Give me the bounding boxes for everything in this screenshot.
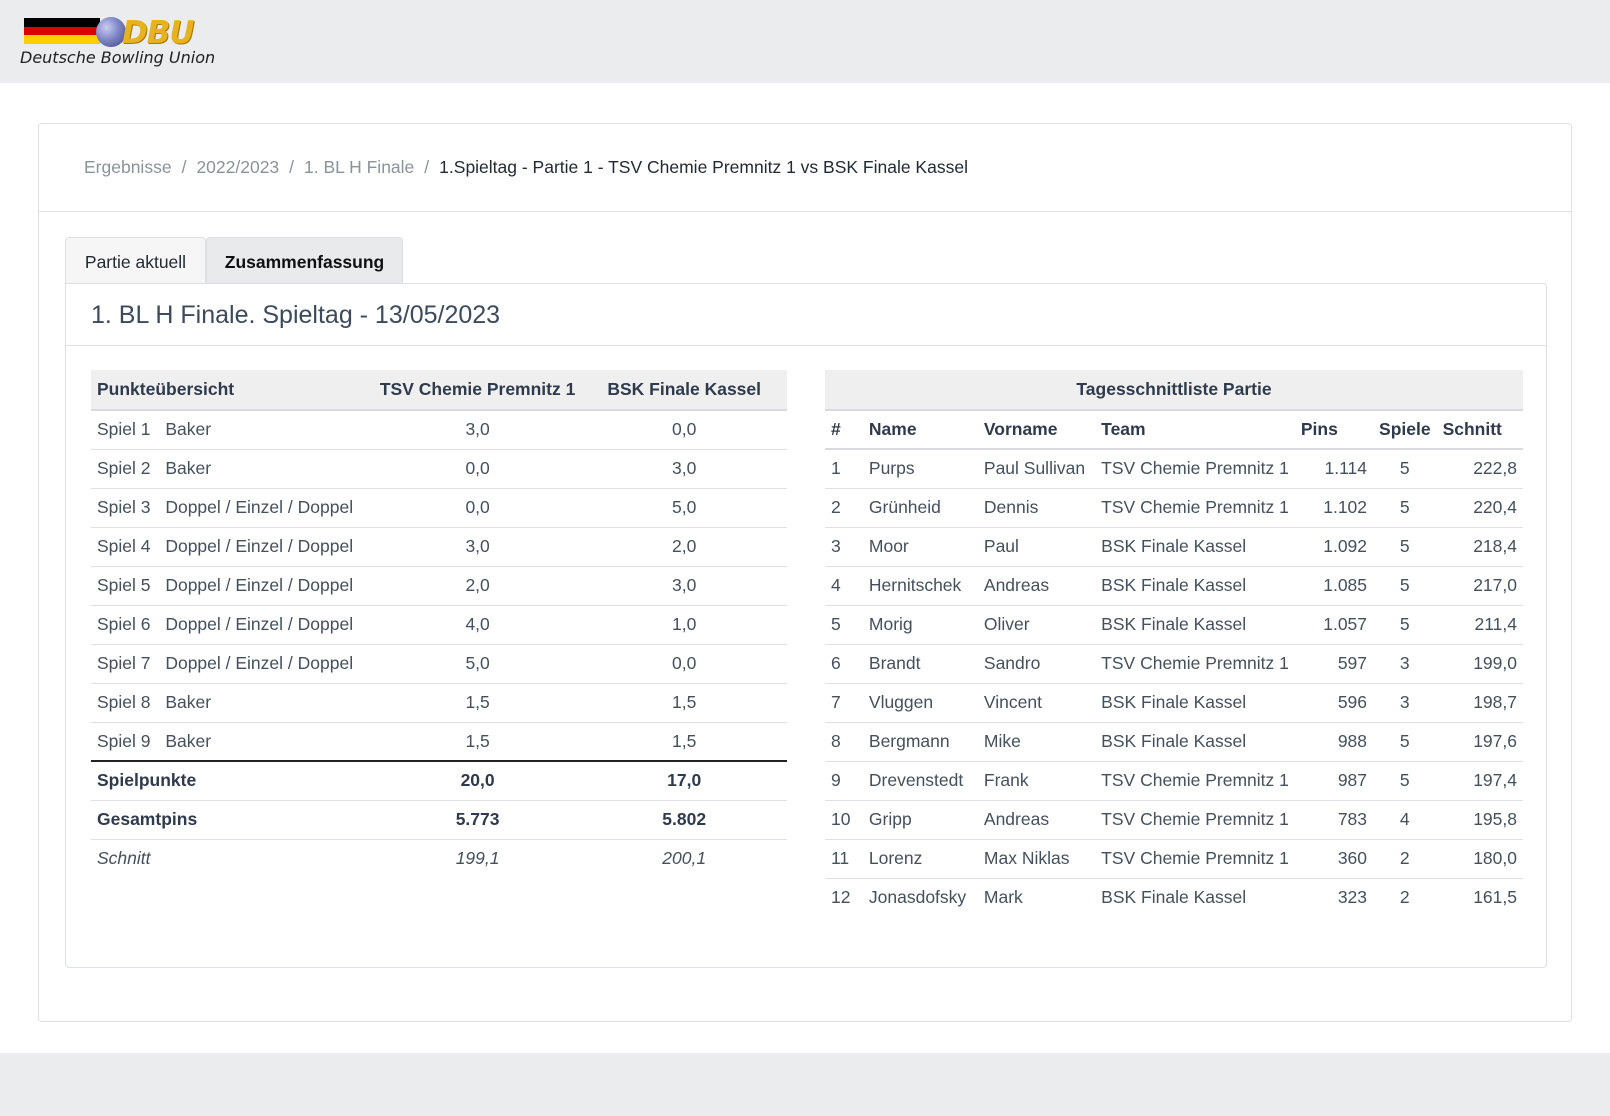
points-row: [91, 566, 787, 605]
ranking-row: [825, 761, 1523, 800]
average-label: Schnitt: [97, 848, 151, 869]
home-points: 4,0: [374, 605, 581, 644]
game-mode: Baker: [159, 683, 374, 722]
game-mode: Baker: [159, 449, 374, 488]
away-points: 1,5: [581, 722, 787, 761]
home-points: 1,5: [374, 683, 581, 722]
ranking-row: [825, 488, 1523, 527]
ranking-cell-games: 2: [1373, 839, 1437, 878]
away-points: 1,5: [581, 683, 787, 722]
ranking-cell-games: 3: [1373, 683, 1437, 722]
ranking-cell-last-name: Drevenstedt: [863, 761, 978, 800]
game-label: Spiel 6: [91, 605, 159, 644]
breadcrumb-item-league[interactable]: 1. BL H Finale: [304, 157, 415, 177]
ranking-header-name: Name: [863, 410, 978, 449]
points-row: [91, 683, 787, 722]
ranking-cell-team: BSK Finale Kassel: [1095, 566, 1295, 605]
home-points: 0,0: [374, 488, 581, 527]
ranking-cell-games: 5: [1373, 566, 1437, 605]
average-row: [91, 839, 787, 878]
ranking-cell-pins: 597: [1295, 644, 1373, 683]
totals-row: [91, 761, 787, 800]
home-points: 3,0: [374, 410, 581, 449]
ranking-cell-average: 195,8: [1437, 800, 1523, 839]
points-row: [91, 488, 787, 527]
ranking-row: [825, 839, 1523, 878]
totals-label: Spielpunkte: [91, 761, 374, 800]
breadcrumb-separator: /: [181, 157, 187, 177]
ranking-cell-rank: 6: [825, 644, 863, 683]
game-mode: Doppel / Einzel / Doppel: [159, 566, 374, 605]
points-row: [91, 449, 787, 488]
ranking-cell-pins: 1.114: [1295, 449, 1373, 488]
ranking-cell-pins: 323: [1337, 887, 1368, 908]
tab-zusammenfassung[interactable]: Zusammenfassung: [206, 237, 403, 283]
points-header-title: Punkteübersicht: [91, 370, 374, 410]
ranking-cell-last-name: Jonasdofsky: [868, 887, 967, 908]
ranking-cell-first-name: Mark: [983, 887, 1023, 908]
ranking-cell-rank: 1: [825, 449, 863, 488]
ranking-cell-team: TSV Chemie Premnitz 1: [1095, 761, 1295, 800]
ranking-row: [825, 449, 1523, 488]
points-row: [91, 527, 787, 566]
results-card: [38, 123, 1572, 1022]
away-points: 1,0: [581, 605, 787, 644]
ranking-cell-average: 222,8: [1437, 449, 1523, 488]
ranking-cell-games: 5: [1373, 761, 1437, 800]
ranking-cell-team: BSK Finale Kassel: [1095, 605, 1295, 644]
ranking-cell-last-name: Purps: [863, 449, 978, 488]
ranking-cell-rank: 11: [825, 839, 863, 878]
game-label: Spiel 1: [91, 410, 159, 449]
ranking-cell-team: TSV Chemie Premnitz 1: [1095, 839, 1295, 878]
tab-partie-aktuell[interactable]: Partie aktuell: [65, 237, 206, 283]
game-label: Spiel 2: [91, 449, 159, 488]
ranking-cell-pins: 1.092: [1295, 527, 1373, 566]
game-mode: Doppel / Einzel / Doppel: [159, 527, 374, 566]
header-bar: [0, 0, 1610, 83]
ranking-cell-rank: 2: [825, 488, 863, 527]
ranking-cell-last-name: Bergmann: [863, 722, 978, 761]
ranking-cell-games: 5: [1373, 605, 1437, 644]
ranking-cell-last-name: Grünheid: [863, 488, 978, 527]
ranking-cell-rank: 3: [825, 527, 863, 566]
ranking-cell-average: 199,0: [1437, 644, 1523, 683]
summary-panel: [65, 283, 1547, 968]
home-points: 3,0: [374, 527, 581, 566]
ranking-header-average: Schnitt: [1437, 410, 1523, 449]
totals-label: Gesamtpins: [91, 800, 374, 839]
away-points: 0,0: [581, 644, 787, 683]
ranking-cell-pins: 1.102: [1295, 488, 1373, 527]
ranking-header-rank: #: [825, 410, 863, 449]
ranking-cell-first-name: Andreas: [978, 566, 1095, 605]
ranking-cell-first-name: Paul Sullivan: [978, 449, 1095, 488]
footer-bar: [0, 1053, 1610, 1116]
ranking-cell-first-name: Sandro: [978, 644, 1095, 683]
breadcrumb-item-current: 1.Spieltag - Partie 1 - TSV Chemie Premnitz 1 vs BSK Finale Kassel: [439, 157, 968, 177]
ranking-cell-pins: 360: [1295, 839, 1373, 878]
ranking-cell-average: 218,4: [1437, 527, 1523, 566]
home-points: 2,0: [374, 566, 581, 605]
average-home: 199,1: [455, 848, 500, 869]
game-label: Spiel 4: [91, 527, 159, 566]
ranking-header-pins: Pins: [1295, 410, 1373, 449]
points-row: [91, 722, 787, 761]
game-mode: Baker: [159, 410, 374, 449]
totals-away: 5.802: [581, 800, 787, 839]
ranking-row: [825, 644, 1523, 683]
ranking-cell-games: 5: [1373, 449, 1437, 488]
points-row: [91, 605, 787, 644]
game-mode: Doppel / Einzel / Doppel: [159, 605, 374, 644]
ranking-cell-last-name: Lorenz: [863, 839, 978, 878]
ranking-cell-rank: 10: [825, 800, 863, 839]
breadcrumb-item-season[interactable]: 2022/2023: [196, 157, 280, 177]
breadcrumb-separator: /: [289, 157, 295, 177]
average-away: 200,1: [662, 848, 707, 869]
points-row: [91, 644, 787, 683]
ranking-cell-rank: 5: [825, 605, 863, 644]
ranking-row: [825, 878, 1523, 917]
ranking-cell-team: BSK Finale Kassel: [1095, 683, 1295, 722]
away-points: 3,0: [581, 566, 787, 605]
ranking-title: Tagesschnittliste Partie: [825, 370, 1523, 410]
ranking-cell-first-name: Frank: [978, 761, 1095, 800]
away-points: 5,0: [581, 488, 787, 527]
ranking-cell-first-name: Paul: [978, 527, 1095, 566]
ranking-cell-average: 197,6: [1437, 722, 1523, 761]
ranking-cell-team: TSV Chemie Premnitz 1: [1095, 644, 1295, 683]
game-label: Spiel 9: [91, 722, 159, 761]
ranking-cell-first-name: Oliver: [978, 605, 1095, 644]
away-points: 2,0: [581, 527, 787, 566]
ranking-cell-last-name: Morig: [863, 605, 978, 644]
breadcrumb-item-results[interactable]: Ergebnisse: [84, 157, 172, 177]
ranking-row: [825, 605, 1523, 644]
ranking-cell-games: 5: [1373, 527, 1437, 566]
ranking-cell-rank: 9: [825, 761, 863, 800]
ranking-cell-last-name: Brandt: [863, 644, 978, 683]
game-mode: Baker: [159, 722, 374, 761]
ranking-cell-last-name: Hernitschek: [863, 566, 978, 605]
points-header-home: TSV Chemie Premnitz 1: [374, 370, 581, 410]
ranking-cell-pins: 1.085: [1295, 566, 1373, 605]
ranking-cell-pins: 987: [1295, 761, 1373, 800]
home-points: 0,0: [374, 449, 581, 488]
home-points: 5,0: [374, 644, 581, 683]
ranking-row: [825, 566, 1523, 605]
ranking-cell-team: TSV Chemie Premnitz 1: [1095, 449, 1295, 488]
ranking-cell-games: 2: [1399, 887, 1410, 908]
totals-away: 17,0: [581, 761, 787, 800]
ranking-cell-rank: 4: [825, 566, 863, 605]
game-label: Spiel 7: [91, 644, 159, 683]
ranking-cell-team: TSV Chemie Premnitz 1: [1095, 800, 1295, 839]
game-label: Spiel 8: [91, 683, 159, 722]
game-mode: Doppel / Einzel / Doppel: [159, 644, 374, 683]
ranking-cell-first-name: Andreas: [978, 800, 1095, 839]
ranking-header-games: Spiele: [1373, 410, 1437, 449]
ranking-row: [825, 722, 1523, 761]
points-row: [91, 410, 787, 449]
ranking-cell-pins: 596: [1295, 683, 1373, 722]
totals-home: 20,0: [374, 761, 581, 800]
game-label: Spiel 3: [91, 488, 159, 527]
points-header-away: BSK Finale Kassel: [581, 370, 787, 410]
ranking-row: [825, 683, 1523, 722]
ranking-cell-team: BSK Finale Kassel: [1095, 722, 1295, 761]
ranking-cell-first-name: Mike: [978, 722, 1095, 761]
ranking-cell-team: BSK Finale Kassel: [1101, 887, 1247, 908]
breadcrumb: [39, 124, 1571, 212]
ranking-cell-last-name: Gripp: [863, 800, 978, 839]
ranking-row: [825, 800, 1523, 839]
ranking-cell-average: 198,7: [1437, 683, 1523, 722]
logo-letters: DBU: [122, 15, 194, 51]
german-flag-icon: [24, 18, 100, 44]
ranking-cell-pins: 783: [1295, 800, 1373, 839]
logo-caption: Deutsche Bowling Union: [20, 48, 216, 67]
ranking-cell-rank: 7: [825, 683, 863, 722]
ranking-cell-team: BSK Finale Kassel: [1095, 527, 1295, 566]
game-mode: Doppel / Einzel / Doppel: [159, 488, 374, 527]
ranking-cell-rank: 8: [825, 722, 863, 761]
ranking-header-firstname: Vorname: [978, 410, 1095, 449]
breadcrumb-separator: /: [424, 157, 430, 177]
ranking-cell-pins: 988: [1295, 722, 1373, 761]
ranking-cell-team: TSV Chemie Premnitz 1: [1095, 488, 1295, 527]
ranking-cell-last-name: Moor: [863, 527, 978, 566]
ranking-cell-average: 180,0: [1437, 839, 1523, 878]
game-label: Spiel 5: [91, 566, 159, 605]
ranking-cell-games: 3: [1373, 644, 1437, 683]
ranking-cell-games: 5: [1373, 722, 1437, 761]
ranking-cell-last-name: Vluggen: [863, 683, 978, 722]
dbu-logo[interactable]: [20, 15, 216, 71]
section-title: 1. BL H Finale. Spieltag - 13/05/2023: [66, 284, 1546, 346]
ranking-header-team: Team: [1095, 410, 1295, 449]
totals-home: 5.773: [374, 800, 581, 839]
ranking-cell-average: 220,4: [1437, 488, 1523, 527]
ranking-table: [825, 370, 1523, 917]
ranking-cell-average: 211,4: [1437, 605, 1523, 644]
totals-row: [91, 800, 787, 839]
ranking-cell-first-name: Max Niklas: [978, 839, 1095, 878]
ranking-cell-first-name: Vincent: [978, 683, 1095, 722]
ranking-cell-pins: 1.057: [1295, 605, 1373, 644]
ranking-cell-first-name: Dennis: [978, 488, 1095, 527]
ranking-cell-games: 5: [1373, 488, 1437, 527]
ranking-cell-average: 197,4: [1437, 761, 1523, 800]
ranking-cell-average: 217,0: [1437, 566, 1523, 605]
ranking-cell-average: 161,5: [1473, 887, 1517, 908]
ranking-row: [825, 527, 1523, 566]
away-points: 3,0: [581, 449, 787, 488]
ranking-cell-games: 4: [1373, 800, 1437, 839]
points-table: [91, 370, 787, 878]
away-points: 0,0: [581, 410, 787, 449]
home-points: 1,5: [374, 722, 581, 761]
ranking-cell-rank: 12: [831, 887, 851, 908]
